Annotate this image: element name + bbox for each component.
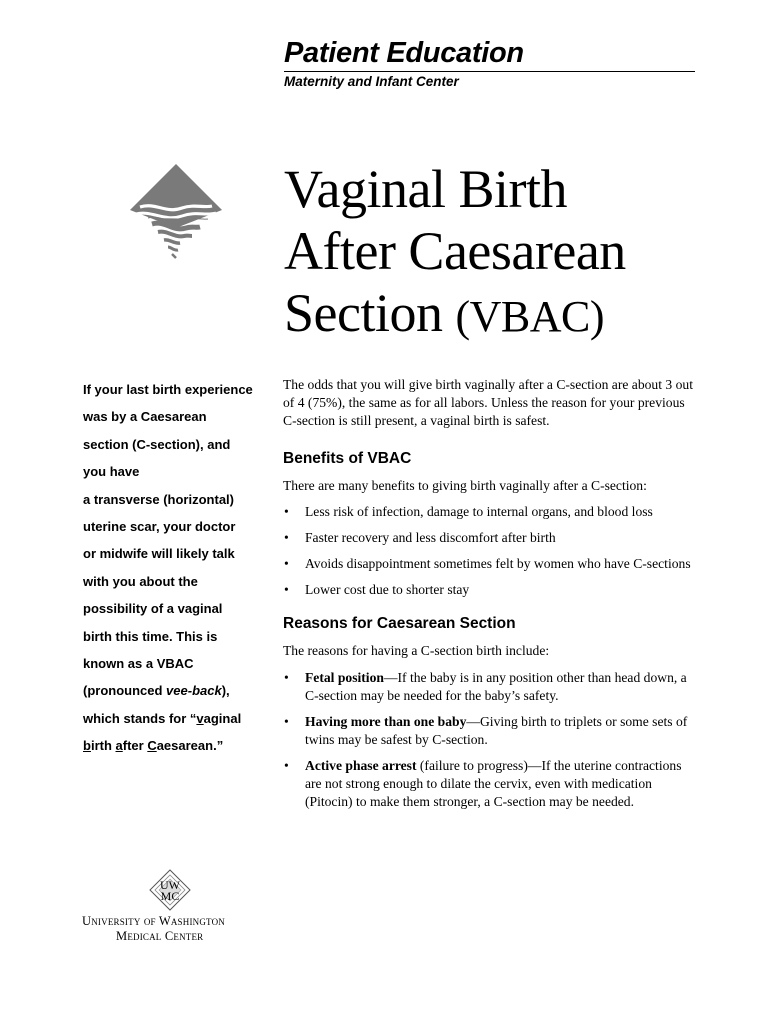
list-item <box>283 757 695 811</box>
sidebar-line: If your last birth experience <box>83 382 253 397</box>
reason-term: Active phase arrest <box>305 758 417 773</box>
sidebar-line <box>83 732 283 759</box>
reasons-heading: Reasons for Caesarean Section <box>283 615 516 632</box>
acronym-letter: C <box>147 738 157 754</box>
reason-text: —Giving birth to triplets or some sets of twins may be safest by C-section. <box>305 714 688 747</box>
title-word: Section <box>284 283 443 343</box>
sidebar-line: birth this time. This is <box>83 628 218 644</box>
logo-text-mc: MC <box>160 889 180 903</box>
sidebar-line: known as a VBAC <box>83 656 194 672</box>
benefits-heading: Benefits of VBAC <box>283 450 412 467</box>
list-item <box>283 713 695 749</box>
title-line <box>284 282 754 348</box>
reasons-list <box>283 669 695 811</box>
pronounced-open: (pronounced <box>83 683 167 699</box>
sidebar-line: uterine scar, your doctor <box>83 519 236 535</box>
list-item: • Faster recovery and less discomfort after birth <box>283 529 695 547</box>
org-line: University of Washington <box>82 914 225 928</box>
acronym-rest: aginal <box>203 710 242 726</box>
maternity-logo-icon <box>126 162 226 262</box>
reason-term: Fetal position <box>305 670 384 685</box>
acronym-letter: b <box>83 738 91 754</box>
reasons-intro: The reasons for having a C-section birth include: <box>283 643 550 658</box>
acronym-rest: aesarean.” <box>156 738 224 754</box>
intro-paragraph: The odds that you will give birth vaginally after a C-section are about 3 out of 4 (75%), the same as for all labors. Unless the reason for your previous C-section is still present, a vaginal birth is safest. <box>283 377 693 428</box>
department-name: Maternity and Infant Center <box>284 74 459 89</box>
sidebar-line: you have <box>83 464 140 480</box>
pronunciation: vee-back <box>166 683 222 699</box>
sidebar-line: was by a Caesarean <box>83 409 207 425</box>
logo-text-uw: UW <box>160 878 180 892</box>
list-item: • Avoids disappointment sometimes felt by women who have C-sections <box>283 555 695 573</box>
publication-title: Patient Education <box>284 37 524 69</box>
stands-for-text: which stands for “ <box>83 710 197 726</box>
organization-name <box>82 914 282 944</box>
sidebar-line: possibility of a vaginal <box>83 601 223 617</box>
benefits-intro: There are many benefits to giving birth vaginally after a C-section: <box>283 478 647 493</box>
acronym-letter: a <box>115 738 123 754</box>
reason-term: Having more than one baby <box>305 714 467 729</box>
pronounced-close: ), <box>221 683 230 699</box>
main-column <box>283 376 695 811</box>
uwmc-logo-icon <box>148 868 192 912</box>
acronym-rest: irth <box>90 738 116 754</box>
sidebar-line: a transverse (horizontal) <box>83 491 234 507</box>
reason-text: (failure to progress)—If the uterine contractions are not strong enough to dilate the cervix, even with medication (Pitocin) to make them stronger, a C-section may be needed. <box>305 758 682 809</box>
title-abbreviation: (VBAC) <box>455 292 605 341</box>
header-divider <box>284 71 695 72</box>
list-item: • Lower cost due to shorter stay <box>283 581 695 599</box>
acronym-letter: v <box>196 710 204 726</box>
benefits-list <box>283 503 695 599</box>
sidebar-line <box>83 705 283 732</box>
sidebar-line: with you about the <box>83 573 198 589</box>
reason-text: —If the baby is in any position other than head down, a C-section may be needed for the baby’s safety. <box>305 670 687 703</box>
acronym-rest: fter <box>122 738 148 754</box>
sidebar-line <box>83 677 283 704</box>
org-line: Medical Center <box>116 929 204 943</box>
list-item: • Less risk of infection, damage to internal organs, and blood loss <box>283 503 695 521</box>
sidebar-line: or midwife will likely talk <box>83 546 235 562</box>
title-line: After Caesarean <box>284 221 626 281</box>
sidebar-callout <box>83 376 283 760</box>
title-line: Vaginal Birth <box>284 159 567 219</box>
list-item <box>283 669 695 705</box>
document-title <box>284 158 754 348</box>
sidebar-line: section (C-section), and <box>83 436 231 452</box>
